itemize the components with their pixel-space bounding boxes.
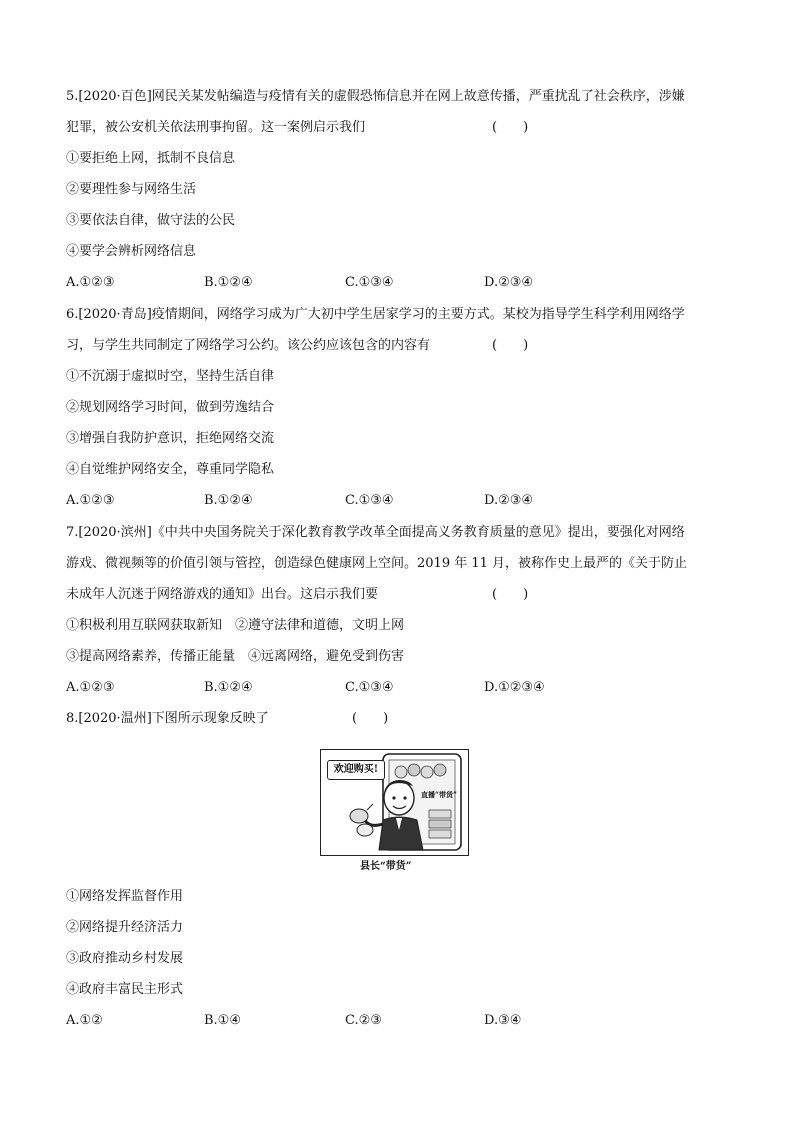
q6-statement-4: ④自觉维护网络安全，尊重同学隐私 (66, 462, 275, 477)
q5-answer-bracket: ( ) (492, 120, 529, 135)
q8-stem-line-1: 8.[2020·温州]下图所示现象反映了 (66, 711, 269, 726)
q5-statement-3: ③要依法自律，做守法的公民 (66, 213, 236, 228)
q6-answer-bracket: ( ) (492, 338, 529, 353)
q5-statement-2: ②要理性参与网络生活 (66, 182, 197, 197)
q8-statement-3: ③政府推动乡村发展 (66, 951, 184, 966)
speech-bubble: 欢迎购买! (327, 760, 385, 780)
q6-option-b: B.①②④ (204, 493, 253, 508)
q7-statement-1-2: ①积极利用互联网获取新知 ②遵守法律和道德，文明上网 (66, 618, 405, 633)
q8-statement-4: ④政府丰富民主形式 (66, 982, 184, 997)
q8-option-c: C.②③ (345, 1013, 382, 1028)
q6-option-c: C.①③④ (345, 493, 394, 508)
q5-statement-1: ①要拒绝上网，抵制不良信息 (66, 151, 236, 166)
q5-option-b: B.①②④ (204, 275, 253, 290)
q8-option-b: B.①④ (204, 1013, 241, 1028)
q7-stem-line-3: 未成年人沉迷于网络游戏的通知》出台。这启示我们要 (66, 587, 379, 602)
q7-stem-line-2: 游戏、微视频等的价值引领与管控，创造绿色健康网上空间。2019 年 11 月，被称作史上最严的《关于防止 (66, 556, 688, 571)
q8-option-d: D.③④ (484, 1013, 522, 1028)
figure-caption: 县长“带货” (360, 861, 412, 872)
q5-option-d: D.②③④ (484, 275, 534, 290)
q8-option-a: A.①② (66, 1013, 103, 1028)
q7-stem-line-1: 7.[2020·滨州]《中共中央国务院关于深化教育教学改革全面提高义务教育质量的意见》提出，要强化对网络 (66, 525, 685, 540)
livestream-tag: 直播“带货” (421, 790, 458, 799)
q7-option-d: D.①②③④ (484, 680, 545, 695)
q8-answer-bracket: ( ) (352, 711, 389, 726)
q6-stem-line-2: 习，与学生共同制定了网络学习公约。该公约应该包含的内容有 (66, 338, 431, 353)
q6-statement-2: ②规划网络学习时间，做到劳逸结合 (66, 400, 275, 415)
q6-option-a: A.①②③ (66, 493, 115, 508)
q5-stem-line-1: 5.[2020·百色]网民关某发帖编造与疫情有关的虚假恐怖信息并在网上故意传播，严重扰乱了社会秩序，涉嫌 (66, 89, 685, 104)
q7-statement-3-4: ③提高网络素养，传播正能量 ④远离网络，避免受到伤害 (66, 649, 405, 664)
cartoon-figure (320, 749, 469, 856)
q5-stem-line-2: 犯罪，被公安机关依法刑事拘留。这一案例启示我们 (66, 120, 366, 135)
q7-option-b: B.①②④ (204, 680, 253, 695)
q8-statement-2: ②网络提升经济活力 (66, 920, 184, 935)
q6-statement-1: ①不沉溺于虚拟时空，坚持生活自律 (66, 369, 275, 384)
q7-option-a: A.①②③ (66, 680, 115, 695)
q8-statement-1: ①网络发挥监督作用 (66, 889, 184, 904)
q7-option-c: C.①③④ (345, 680, 394, 695)
q7-answer-bracket: ( ) (492, 587, 529, 602)
q5-option-a: A.①②③ (66, 275, 115, 290)
q5-option-c: C.①③④ (345, 275, 394, 290)
q6-option-d: D.②③④ (484, 493, 534, 508)
q6-stem-line-1: 6.[2020·青岛]疫情期间，网络学习成为广大初中学生居家学习的主要方式。某校为指导学生科学利用网络学 (66, 307, 685, 322)
q5-statement-4: ④要学会辨析网络信息 (66, 244, 197, 259)
q6-statement-3: ③增强自我防护意识，拒绝网络交流 (66, 431, 275, 446)
